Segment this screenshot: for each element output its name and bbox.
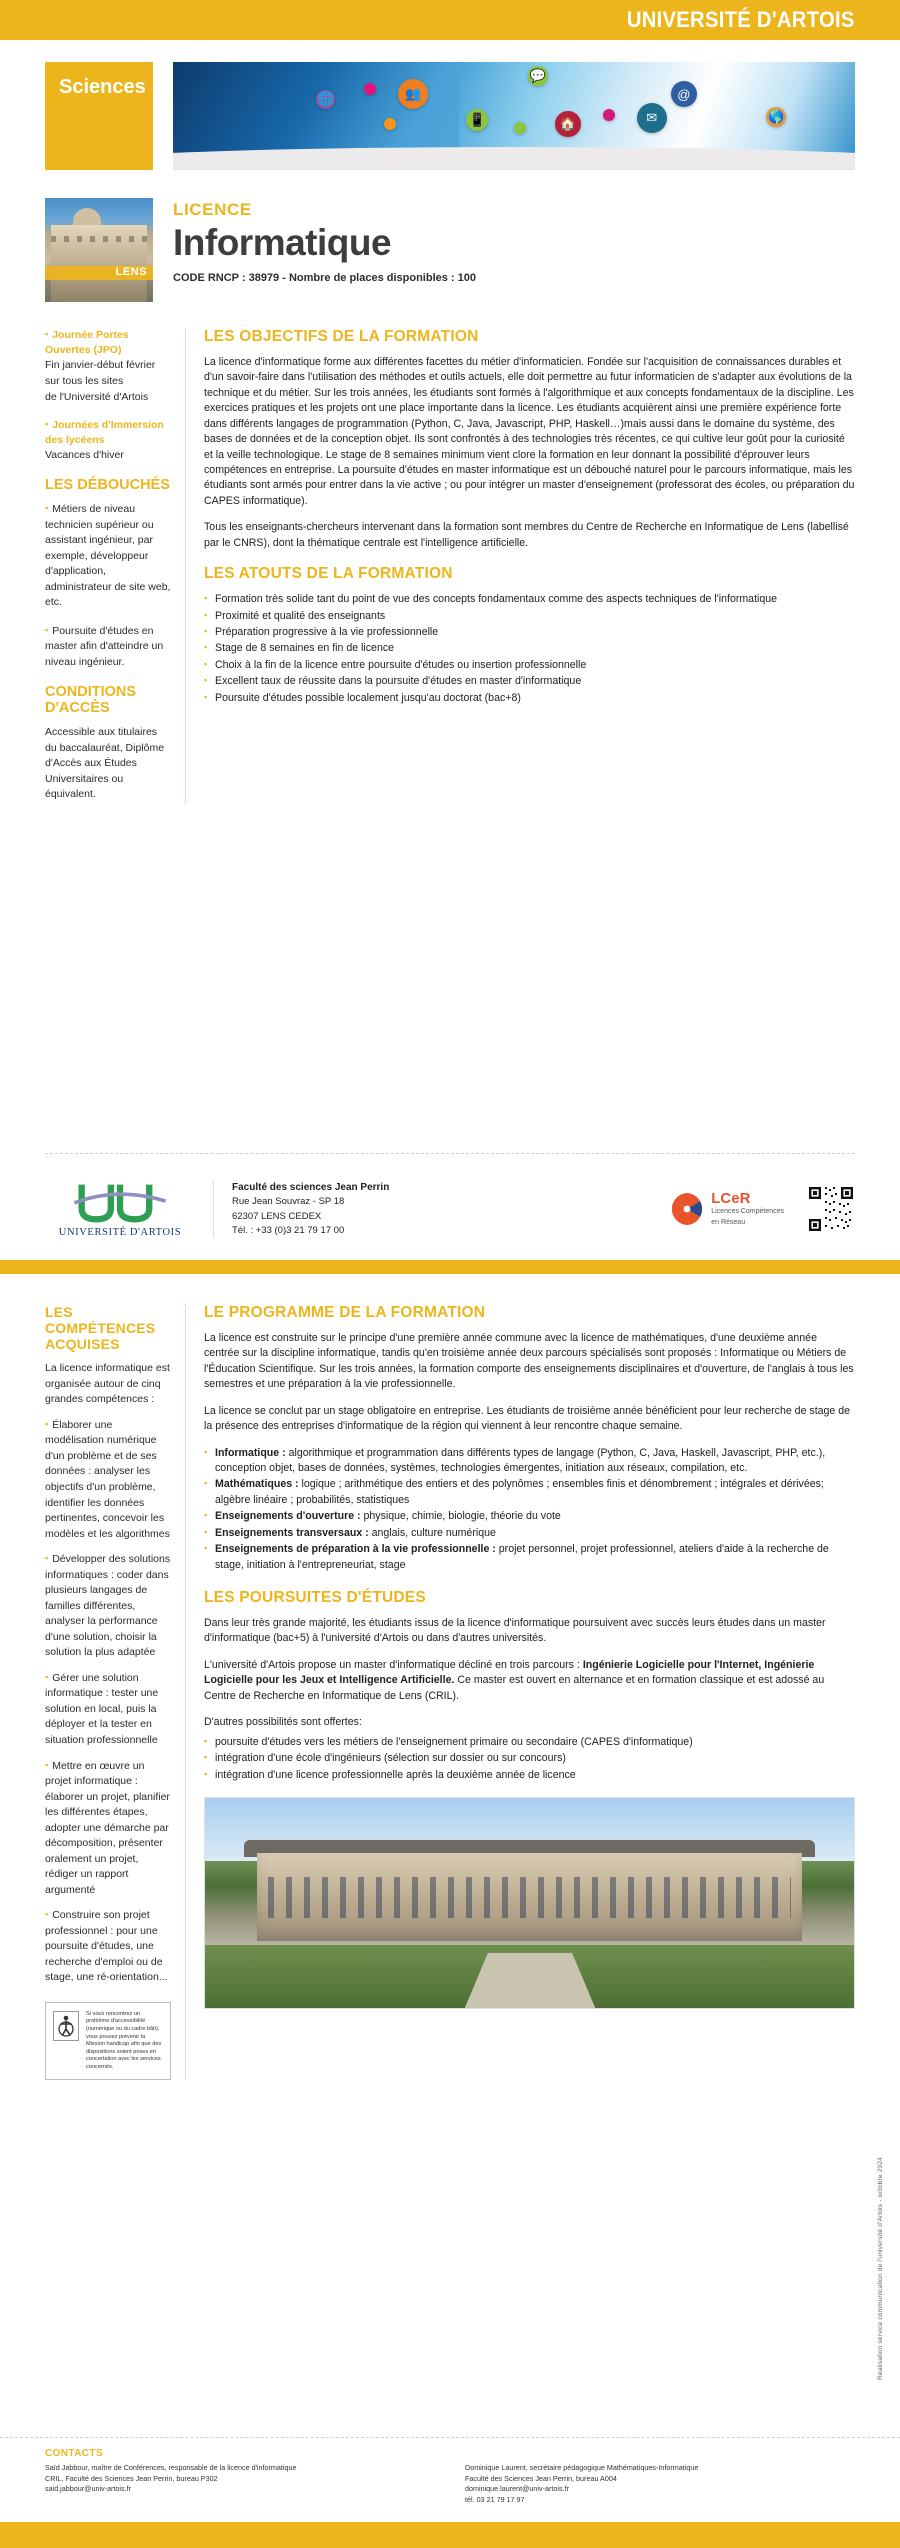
lcer-partner-logo [670,1185,855,1233]
dot-orange-icon [384,118,396,130]
title-block [173,198,476,302]
programme-paragraph-2: La licence se conclut par un stage obligatoire en entreprise. Les étudiants de troisième année bénéficient pour leur recherche de stage de la présence des entreprises d'informatique de la région qui viennent à leur rencontre chaque semaine. [204,1404,851,1433]
main-content-two [186,1304,855,2080]
wave-decoration [173,147,855,170]
globe-icon: 🌐 [316,90,335,109]
atouts-item: ▪ Proximité et qualité des enseignants [204,609,855,624]
lcer-sub2: en Réseau [711,1218,746,1226]
programme-item-label: Enseignements de préparation à la vie professionnelle : [215,1543,496,1556]
competence-item: ▪ Mettre en œuvre un projet informatique : élaborer un projet, planifier les différentes étapes, adopter une démarche par décomposition, présenter oralement un projet, rédiger un rapport argumenté [45,1759,171,1899]
event-immersion-line1: Vacances d'hiver [45,449,124,462]
atouts-item: ▪ Formation très solide tant du point de vue des concepts fondamentaux comme des aspects techniques de l'informatique [204,592,855,607]
programme-item [204,1542,855,1573]
program-code: CODE RNCP : 38979 - Nombre de places disponibles : 100 [173,271,477,284]
competence-item: ▪ Élaborer une modélisation numérique d'un problème et de ses données : analyser les objectifs d'un problème, identifier les données pertinentes, concevoir les modèles et les algorithmes [45,1418,171,1542]
contact-left-line-1: Saïd Jabbour, maître de Conférences, responsable de la licence d'informatique [45,2462,297,2472]
objectifs-paragraph-1: La licence d'informatique forme aux différentes facettes du métier d'informaticien. Fondée sur l'acquisition de connaissances durables et d'un savoir-faire dans l'utilisation des méthodes et outils actuels, elle doit permettre au futur informaticien de s'adapter aux évolutions de la technique et du métier. Sur les trois années, les étudiants sont formés à l'algorithmique et aux concepts fondamentaux de la discipline. Les exercices pratiques et les projets ont une place importante dans la licence. Les étudiants acquièrent ainsi une première expérience forte dans différents langages de programmation (Python, C, Java, Javascript, PHP, Haskell…)mais aussi dans le domaine du système, des bases de données et de la conception objet. Ils sont confrontés à des technologies très récentes, ce qui cultive leur goût pour la curiosité et la veille technologique. Le stage de 8 semaines minimum vient clore la formation en leur donnant la possibilité d'éprouver leurs compétences en entreprise. La poursuite d'études en master informatique est un débouché naturel pour le parcours informatique, mais les étudiants sont armés pour entrer dans la vie active ; ou pour intégrer un master d'enseignement (professorat des écoles, ou préparation du CAPES informatique). [204,355,855,507]
programme-item-text: anglais, culture numérique [368,1526,496,1539]
objectifs-heading: LES OBJECTIFS DE LA FORMATION [204,328,479,345]
degree-level: LICENCE [173,200,252,219]
atouts-item: ▪ Préparation progressive à la vie professionnelle [204,625,855,640]
at-icon: @ [671,81,697,107]
campus-photo-large [204,1797,855,2009]
dot-green-icon [514,122,526,134]
debouches-item-2 [45,624,171,671]
campus-label: LENS [115,266,147,278]
dot-pink-icon [603,109,615,121]
mobile-icon: 📱 [466,109,488,131]
main-content-one [186,328,855,803]
contacts-columns [45,2463,855,2506]
contacts-section [0,2437,900,2506]
atouts-item: ▪ Excellent taux de réussite dans la poursuite d'études en master d'informatique [204,674,855,689]
event-immersion [45,418,171,464]
competence-item: ▪ Gérer une solution informatique : tester une solution en local, puis la déployer et la tester en situation professionnelle [45,1671,171,1749]
lcer-sub1: Licences Compétences [711,1207,784,1215]
group-icon: 👥 [398,79,428,109]
atouts-item: ▪ Choix à la fin de la licence entre poursuite d'études ou insertion professionnelle [204,658,855,673]
logo-mark-icon [45,1181,195,1223]
campus-photo-lens [45,198,153,302]
programme-item-text: projet personnel, projet professionnel, ateliers d'aide à la recherche de stage, initiation à l'entrepreneuriat, stage [215,1543,829,1571]
competence-item: ▪ Développer des solutions informatiques : coder dans plusieurs langages de familles différentes, analyser la performance d'une solution, choisir la solution la plus adaptée [45,1552,171,1661]
contact-right [465,2463,855,2506]
contact-right-email[interactable]: dominique.laurent@univ-artois.fr [465,2484,569,2494]
debouches-item-2-text: ▪ Poursuite d'études en master afin d'atteindre un niveau ingénieur. [45,624,171,671]
atouts-heading: LES ATOUTS DE LA FORMATION [204,565,453,583]
lcer-name: LCeR [711,1189,751,1207]
program-name: Informatique [173,222,392,263]
poursuites-p2-bold: Ingénierie Logicielle pour l'Internet, Ingénierie Logicielle pour les Jeux et Intelligence Artificielle. [204,1658,815,1687]
poursuites-p2-after: Ce master est ouvert en alternance et en formation classique et est adossé au Centre de Recherche en Informatique de Lens (CRIL). [204,1674,825,1702]
mail-icon: ✉ [637,103,667,133]
contact-right-phone: tél. 03 21 79 17 97 [465,2495,525,2505]
poursuites-paragraph-1: Dans leur très grande majorité, les étudiants issus de la licence d'informatique poursuivent avec succès leurs études dans un master d'informatique (bac+5) à l'université d'Artois ou dans d'autres universités. [204,1616,826,1645]
contact-left [45,2463,435,2506]
poursuites-item: ▪ poursuite d'études vers les métiers de l'enseignement primaire ou secondaire (CAPES d'informatique) [204,1735,855,1750]
home-icon: 🏠 [555,111,581,137]
event-jpo-title: ▪ Journée Portes Ouvertes (JPO) [45,328,171,358]
programme-heading: LE PROGRAMME DE LA FORMATION [204,1304,486,1321]
main-building-shape [257,1853,802,1941]
debouches-heading: LES DÉBOUCHÉS [45,477,170,493]
event-jpo [45,328,171,405]
lcer-text [711,1191,784,1228]
university-logo [45,1181,195,1238]
faculty-city: 62307 LENS CEDEX [232,1210,322,1222]
page-two-body [0,1274,900,2080]
production-credit: Réalisation service communication de l'université d'Artois - octobre 2024 [877,2156,884,2380]
faculty-name: Faculté des sciences Jean Perrin [232,1182,390,1194]
accessibility-note [45,2002,171,2080]
hero-banner-image [173,62,855,170]
poursuites-p2-before: L'université d'Artois propose un master d'informatique décliné en trois parcours : [204,1658,583,1671]
faculty-phone: Tél. : +33 (0)3 21 79 17 00 [232,1224,345,1236]
conditions-text: Accessible aux titulaires du baccalauréat, Diplôme d'Accès aux Études Universitaires ou équivalent. [45,726,165,801]
university-logo-label: UNIVERSITÉ D'ARTOIS [58,1226,182,1238]
atouts-list [204,592,855,706]
page-one-body [0,302,900,803]
contact-right-line-1: Dominique Laurent, secrétaire pédagogique Mathématiques-Informatique [465,2462,699,2472]
event-jpo-line1: Fin janvier-début février [45,359,156,372]
programme-item [204,1477,855,1508]
debouches-item-1 [45,502,171,611]
faculty-address [232,1180,389,1238]
building-shape [51,225,146,302]
programme-item [204,1446,855,1477]
programme-list [204,1446,855,1574]
programme-item [204,1526,855,1541]
poursuites-item: ▪ intégration d'une école d'ingénieurs (sélection sur dossier ou sur concours) [204,1751,855,1766]
programme-paragraph-1: La licence est construite sur le principe d'une première année commune avec la licence de mathématiques, d'une deuxième année centrée sur la discipline informatique, tandis qu'en troisième année deux parcours spécialisés sont proposés : Informatique ou Métiers de l'Éducation Scientifique. Sur les trois années, la formation comporte des enseignements disciplinaires et d'ouverture, de l'anglais à tous les semestres et une préparation à la vie professionnelle. [204,1331,854,1391]
objectifs-paragraph-2: Tous les enseignants-chercheurs intervenant dans la formation sont membres du Centre de Recherche en Informatique de Lens (labellisé par le CNRS), dont la thématique centrale est l'intelligence artificielle. [204,521,849,549]
event-jpo-line2: sur tous les sites [45,374,124,387]
footer-separator [45,1153,855,1154]
hero-section [0,40,900,170]
lcer-mark-icon [670,1192,704,1226]
faculty-badge: Sciences [45,62,153,170]
poursuites-paragraph-2 [204,1658,855,1704]
poursuites-item: ▪ intégration d'une licence professionnelle après la deuxième année de licence [204,1768,855,1783]
programme-item-text: algorithmique et programmation dans différents types de langage (Python, C, Java, Haskell, Javascript, PHP, etc.), conception objet, bases de données, systèmes, technologies émergentes, initiation aux réseaux, compilation, etc. [215,1446,826,1474]
contact-right-line-2: Faculté des Sciences Jean Perrin, bureau A004 [465,2473,617,2483]
programme-item-text: physique, chimie, biologie, théorie du vote [360,1510,561,1523]
sidebar-left-two [45,1304,185,2080]
chat-icon: 💬 [528,66,548,86]
programme-item-label: Mathématiques : [215,1478,299,1491]
programme-item-label: Informatique : [215,1446,286,1459]
debouches-item-1-text: ▪ Métiers de niveau technicien supérieur ou assistant ingénieur, par exemple, développeur d'application, administrateur de site web, etc. [45,502,171,611]
programme-item-label: Enseignements transversaux : [215,1526,369,1539]
contacts-heading: CONTACTS [45,2447,104,2459]
university-title: UNIVERSITÉ D'ARTOIS [627,7,855,32]
contact-left-email[interactable]: said.jabbour@univ-artois.fr [45,2484,131,2494]
accessibility-note-text: Si vous rencontrez un problème d'accessibilité (numérique ou du cadre bâti), vous pouvez prévenir la Mission handicap afin que des dispositions soient prises en concertation avec les services concernés. [86,2010,162,2070]
sidebar-left-one [45,328,185,803]
page-one-bottom-bar [0,1260,900,1274]
poursuites-paragraph-3: D'autres possibilités sont offertes: [204,1716,362,1729]
footer-one [0,1162,900,1238]
poursuites-heading: LES POURSUITES D'ÉTUDES [204,1589,426,1607]
programme-item-text: logique ; arithmétique des entiers et des polynômes ; ensembles finis et dénombrement ; intégrales et dérivées; algèbre linéaire ; probabilités, statistiques [215,1478,824,1506]
footer-divider [213,1180,214,1238]
conditions-heading: CONDITIONS D'ACCÈS [45,683,137,716]
page-two-bottom-bar [0,2522,900,2548]
page-two [0,1274,900,2548]
poursuites-list [204,1735,855,1783]
contact-left-line-2: CRIL, Faculté des Sciences Jean Perrin, bureau P302 [45,2473,218,2483]
programme-item-label: Enseignements d'ouverture : [215,1510,361,1523]
atouts-item: ▪ Stage de 8 semaines en fin de licence [204,641,855,656]
header-bar [0,0,900,40]
programme-item [204,1509,855,1524]
faculty-street: Rue Jean Souvraz - SP 18 [232,1196,345,1208]
qr-code-icon[interactable] [807,1185,855,1233]
competences-intro: La licence informatique est organisée autour de cinq grandes compétences : [45,1362,170,1406]
event-immersion-title: ▪ Journées d'Immersion des lycéens [45,418,171,448]
competences-heading: LES COMPÉTENCES ACQUISES [45,1304,156,1353]
world-icon: 🌎 [766,107,786,127]
program-title-row [0,170,900,302]
event-jpo-line3: de l'Université d'Artois [45,390,149,403]
atouts-item: ▪ Poursuite d'études possible localement jusqu'au doctorat (bac+8) [204,691,855,706]
competence-item: ▪ Construire son projet professionnel : pour une poursuite d'études, une recherche d'emploi ou de stage, une ré-orientation... [45,1908,171,1986]
accessibility-icon [53,2011,79,2041]
